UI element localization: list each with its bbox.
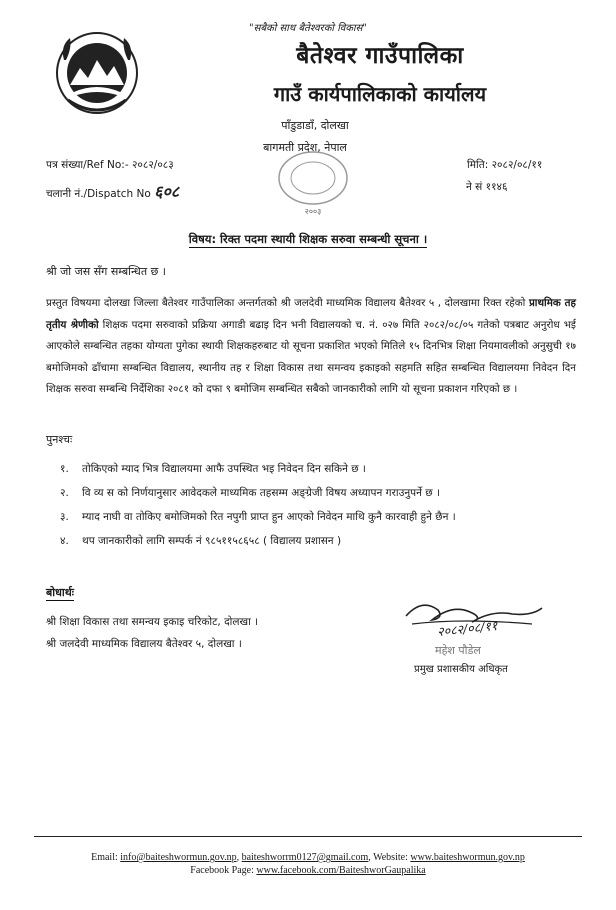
salutation: श्री जो जस सँग सम्बन्धित छ ।	[46, 265, 166, 278]
cc-recipient: श्री शिक्षा विकास तथा समन्वय इकाइ चरिकोट, दोलखा ।	[46, 616, 259, 628]
list-item-number: १.	[60, 463, 69, 475]
body-part-2: शिक्षक पदमा सरुवाको प्रक्रिया अगाडी बढाइ दिन भनी विद्यालयको च. नं. ०२७ मिति २०८२/०८/०५ गतेको पत्रबाट अनुरोध भई आएकोले सम्बन्धित तहका योग्यता पुगेका स्थायी शिक्षकहरुबाट यो सूचना प्रकाशित भएको मितिले १५ दिनभित्र शिक्षा नियमावलीको अनुसुची १७ बमोजिमको ढाँचामा सम्बन्धित विद्यालय, स्थानीय तह र शिक्षा विकास तथा समन्वय इकाइको सहमति सहित सम्बन्धित विद्यालयमा निवेदन दिन शिक्षक सरुवा सम्बन्धि निर्देशिका २०८१ को दफा ९ बमोजिम सम्बन्धित सबैको जानकारीको लागि यो सूचना प्रकाशन गरिएको छ ।	[46, 318, 576, 395]
website-link[interactable]: www.baiteshwormun.gov.np	[410, 852, 525, 863]
nepal-samvat-number	[466, 180, 507, 194]
signature-date: २०८२/०८/११	[436, 617, 499, 640]
cc-title: बोधार्थः	[46, 586, 74, 599]
list-item-text: तोकिएको म्याद भित्र विद्यालयमा आफै उपस्थित भइ निवेदन दिन सकिने छ ।	[82, 463, 366, 475]
notice-body	[46, 293, 576, 401]
facebook-link[interactable]: www.facebook.com/BaiteshworGaupalika	[256, 865, 426, 876]
municipality-name: बैतेश्वर गाउँपालिका	[296, 43, 464, 69]
list-item	[60, 534, 341, 548]
list-item-number: ३.	[60, 511, 69, 523]
ref-label: पत्र संख्या/Ref No:-	[46, 159, 129, 171]
address-province: बागमती प्रदेश, नेपाल	[263, 141, 347, 154]
dispatch-value: ६०८	[154, 182, 180, 201]
email-label: Email:	[91, 852, 118, 863]
subject-line	[0, 232, 616, 247]
date-value: २०८२/०८/११	[491, 159, 543, 171]
signatory-title: प्रमुख प्रशासकीय अधिकृत	[414, 664, 508, 675]
list-item	[60, 486, 440, 500]
stamp-number: २००३	[304, 207, 322, 216]
website-label: Website:	[373, 852, 408, 863]
nepal-government-emblem-icon	[52, 30, 142, 116]
footer-contact: Email: info@baiteshwormun.gov.np, baiteshworrm0127@gmail.com, Website: www.baiteshwormun.gov.np	[91, 852, 525, 863]
footer-facebook	[0, 865, 616, 876]
office-stamp	[268, 146, 358, 218]
body-part-1: प्रस्तुत विषयमा दोलखा जिल्ला बैतेश्वर गाउँपालिका अन्तर्गतको श्री जलदेवी माध्यमिक विद्यालय बैतेश्वर ५ , दोलखामा रिक्त रहेको	[46, 297, 529, 309]
cc-recipient: श्री जलदेवी माध्यमिक विद्यालय बैतेश्वर ५, दोलखा ।	[46, 638, 242, 650]
reference-number	[46, 158, 174, 172]
date-label: मिति:	[467, 159, 489, 171]
facebook-label: Facebook Page:	[190, 865, 254, 876]
postscript-title: पुनश्चः	[46, 433, 73, 446]
list-item-number: ४.	[60, 535, 69, 547]
list-item-text: वि व्य स को निर्णयानुसार आवेदकले माध्यमिक तहसम्म अङ्ग्रेजी विषय अध्यापन गराउनुपर्ने छ ।	[82, 487, 440, 499]
body-bold-post: प्राथमिक तह तृतीय श्रेणीको	[46, 297, 576, 331]
address-district: पाँडुडाडाँ, दोलखा	[281, 119, 349, 132]
reg-value: ११४६	[485, 181, 508, 193]
list-item	[60, 462, 366, 476]
motto: "सबैको साथ बैतेश्वरको विकास"	[249, 23, 367, 34]
list-item-text: थप जानकारीको लागि सम्पर्क नं ९८५११५८६५८ ( विद्यालय प्रशासन )	[82, 535, 342, 547]
email-link-info[interactable]: info@baiteshwormun.gov.np	[120, 852, 237, 863]
list-item	[60, 510, 456, 524]
email-link-gmail[interactable]: baiteshworrm0127@gmail.com	[241, 852, 369, 863]
dispatch-label: चलानी नं./Dispatch No	[46, 188, 151, 200]
ref-value: २०८२/०८३	[131, 159, 174, 171]
list-item-number: २.	[60, 487, 69, 499]
reg-label: ने सं	[466, 181, 483, 193]
list-item-text: म्याद नाघी वा तोकिए बमोजिमको रित नपुगी प्राप्त हुन आएको निवेदन माथि कुनै कारवाही हुने छैन ।	[82, 511, 456, 523]
footer-divider	[34, 836, 582, 837]
dispatch-number	[46, 180, 179, 202]
office-name: गाउँ कार्यपालिकाको कार्यालय	[273, 82, 487, 106]
signatory-name: महेश पौडेल	[435, 644, 481, 657]
subject-text: विषय: रिक्त पदमा स्थायी शिक्षक सरुवा सम्बन्धी सूचना ।	[188, 232, 428, 246]
letter-date	[467, 158, 542, 172]
